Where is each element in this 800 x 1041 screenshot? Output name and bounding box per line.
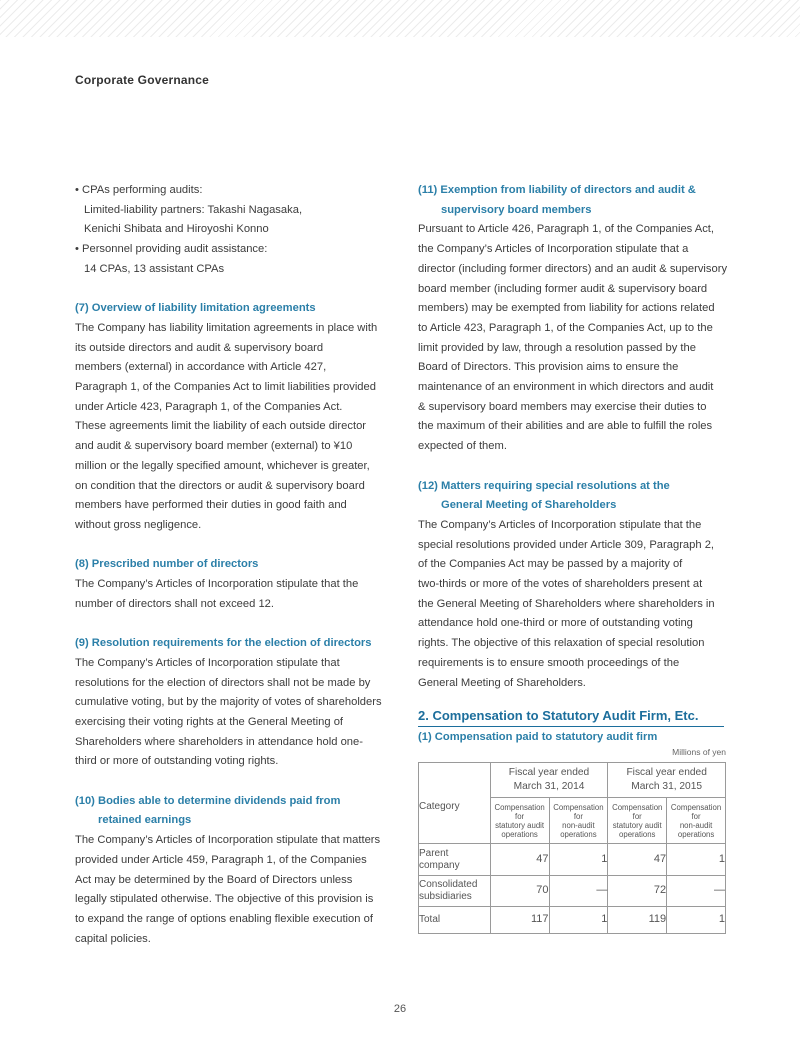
- section-10-heading-line1: (10) Bodies able to determine dividends paid from: [75, 794, 341, 807]
- body-line: two-thirds or more of the votes of shareholders present at: [418, 578, 703, 591]
- cell-value: 72: [608, 876, 667, 907]
- bullet-personnel-line: 14 CPAs, 13 assistant CPAs: [84, 262, 225, 275]
- body-line: its outside directors and audit & supervisory board: [75, 341, 324, 354]
- section-7-heading: (7) Overview of liability limitation agreements: [75, 302, 316, 315]
- body-line: members (external) in accordance with Article 427,: [75, 361, 327, 374]
- body-line: The Company’s Articles of Incorporation stipulate that the: [418, 518, 702, 531]
- body-line: director (including former directors) and an audit & supervisory: [418, 262, 728, 275]
- subhead-line: for: [573, 811, 583, 821]
- body-line: third or more of outstanding voting rights.: [75, 755, 279, 768]
- body-line: board member (including former audit & supervisory board: [418, 282, 708, 295]
- subhead-line: non-audit: [562, 820, 595, 830]
- body-line: cumulative voting, but by the majority of votes of shareholders: [75, 696, 382, 709]
- table-row: [419, 876, 726, 907]
- subhead-line: non-audit: [679, 820, 713, 830]
- body-line: and audit & supervisory board member (external) to ¥10: [75, 440, 353, 453]
- body-line: Paragraph 1, of the Companies Act to limit liabilities provided: [75, 381, 376, 394]
- subhead-line: Compensation: [494, 802, 545, 812]
- page-number: 26: [393, 1003, 407, 1015]
- body-line: the maximum of their abilities and are able to fulfill the roles: [418, 420, 713, 433]
- row-label-line: Consolidated: [419, 879, 478, 891]
- section-2-subheading: (1) Compensation paid to statutory audit firm: [418, 731, 658, 744]
- body-line: Pursuant to Article 426, Paragraph 1, of the Companies Act,: [418, 223, 715, 236]
- cell-value: 47: [608, 844, 667, 876]
- cell-value: 70: [490, 876, 549, 907]
- subhead-line: Compensation: [612, 802, 663, 812]
- body-line: exercising their voting rights at the General Meeting of: [75, 715, 344, 728]
- body-line: of the Companies Act may be passed by a majority of: [418, 558, 683, 571]
- body-line: The Company has liability limitation agreements in place with: [75, 321, 378, 334]
- row-label: [419, 844, 491, 876]
- fy-line: Fiscal year ended: [626, 767, 707, 779]
- subhead-line: for: [691, 811, 701, 821]
- table-row: [419, 907, 726, 934]
- body-line: capital policies.: [75, 932, 151, 945]
- section-11-heading: [418, 181, 730, 220]
- page-title: Corporate Governance: [75, 73, 210, 87]
- body-line: attendance hold one-third or more of outstanding voting: [418, 617, 693, 630]
- section-8-heading: (8) Prescribed number of directors: [75, 558, 259, 571]
- body-line: & supervisory board members may exercise their duties to: [418, 400, 707, 413]
- body-line: the Company’s Articles of Incorporation stipulate that a: [418, 243, 689, 256]
- cell-value: 47: [490, 844, 549, 876]
- subheader-statutory-2015: [608, 798, 667, 844]
- subheader-statutory-2014: [490, 798, 549, 844]
- body-line: rights. The objective of this relaxation of special resolution: [418, 637, 705, 650]
- cell-value: 1: [549, 844, 608, 876]
- cell-value: 1: [667, 907, 726, 934]
- header-hatch-band: [0, 0, 800, 37]
- body-line: special resolutions provided under Article 309, Paragraph 2,: [418, 538, 715, 551]
- section-9-heading: (9) Resolution requirements for the election of directors: [75, 637, 372, 650]
- body-line: These agreements limit the liability of each outside director: [75, 420, 367, 433]
- body-line: Shareholders where shareholders in attendance hold one-: [75, 735, 363, 748]
- category-header: Category: [419, 763, 491, 844]
- body-line: to expand the range of options enabling flexible execution of: [75, 912, 373, 925]
- bullet-cpas-line: Kenichi Shibata and Hiroyoshi Konno: [84, 223, 269, 236]
- cell-value: 119: [608, 907, 667, 934]
- left-column: [75, 181, 385, 949]
- body-line: requirements is to ensure smooth proceedings of the: [418, 656, 680, 669]
- row-label: [419, 907, 491, 934]
- body-line: under Article 423, Paragraph 1, of the Companies Act.: [75, 400, 343, 413]
- body-line: members) may be exempted from liability for actions related: [418, 302, 715, 315]
- fy-line: Fiscal year ended: [508, 767, 590, 779]
- section-11-heading-line2: supervisory board members: [441, 203, 592, 216]
- fiscal-year-2014-header: [490, 763, 608, 798]
- fy-line: March 31, 2015: [631, 781, 703, 793]
- right-column: [418, 181, 730, 934]
- body-line: General Meeting of Shareholders.: [418, 676, 586, 689]
- body-line: maintenance of an environment in which directors and audit: [418, 381, 714, 394]
- body-line: The Company’s Articles of Incorporation stipulate that matters: [75, 834, 381, 847]
- subhead-line: operations: [560, 829, 597, 839]
- body-line: The Company’s Articles of Incorporation stipulate that: [75, 656, 340, 669]
- section-11-heading-line1: (11) Exemption from liability of directors and audit &: [418, 184, 696, 196]
- body-line: number of directors shall not exceed 12.: [75, 597, 274, 610]
- row-label-line: subsidiaries: [419, 891, 472, 903]
- cell-value: 1: [549, 907, 608, 934]
- body-line: members have performed their duties in good faith and: [75, 499, 347, 512]
- subhead-line: statutory audit: [495, 820, 545, 830]
- subhead-line: operations: [501, 829, 538, 839]
- subhead-line: Compensation: [670, 802, 722, 812]
- subheader-nonaudit-2015: [667, 798, 726, 844]
- section-7-body: [75, 319, 385, 536]
- body-line: the General Meeting of Shareholders where shareholders in: [418, 597, 715, 610]
- cell-value: —: [667, 876, 726, 907]
- body-line: provided under Article 459, Paragraph 1, of the Companies: [75, 853, 367, 866]
- subhead-line: operations: [677, 829, 715, 839]
- subhead-line: statutory audit: [612, 820, 662, 830]
- body-line: on condition that the directors or audit & supervisory board: [75, 479, 365, 492]
- section-12-heading-line1: (12) Matters requiring special resolutions at the: [418, 479, 670, 492]
- body-line: Board of Directors. This provision aims to ensure the: [418, 361, 679, 374]
- fy-line: March 31, 2014: [513, 781, 585, 793]
- body-line: resolutions for the election of directors shall not be made by: [75, 676, 371, 689]
- section-12-heading-line2: General Meeting of Shareholders: [441, 499, 617, 512]
- section-10-heading: [75, 792, 385, 831]
- section-2-heading: 2. Compensation to Statutory Audit Firm, Etc.: [418, 707, 724, 727]
- subhead-line: operations: [619, 829, 656, 839]
- cell-value: 117: [490, 907, 549, 934]
- cell-value: 1: [667, 844, 726, 876]
- section-12-heading: [418, 477, 730, 516]
- body-line: Act may be determined by the Board of Directors unless: [75, 873, 353, 886]
- row-label-line: company: [419, 859, 460, 871]
- bullet-personnel: • Personnel providing audit assistance:: [75, 243, 268, 256]
- subhead-line: for: [515, 811, 525, 821]
- subhead-line: Compensation: [553, 802, 604, 812]
- subheader-nonaudit-2014: [549, 798, 608, 844]
- table-row: [419, 844, 726, 876]
- body-line: The Company’s Articles of Incorporation stipulate that the: [75, 578, 359, 591]
- bullet-cpas-line: Limited-liability partners: Takashi Nagasaka,: [84, 203, 303, 216]
- cell-value: —: [549, 876, 608, 907]
- body-line: legally stipulated otherwise. The objective of this provision is: [75, 893, 374, 906]
- compensation-table: [418, 762, 726, 934]
- fiscal-year-2015-header: [608, 763, 726, 798]
- body-line: without gross negligence.: [75, 518, 202, 531]
- row-label-line: Parent: [419, 847, 449, 859]
- unit-label: Millions of yen: [672, 747, 726, 758]
- section-10-heading-line2: retained earnings: [98, 814, 192, 827]
- row-label-line: Total: [419, 914, 441, 926]
- body-line: million or the legally specified amount, whichever is greater,: [75, 459, 370, 472]
- body-line: limit provided by law, through a resolution passed by the: [418, 341, 696, 354]
- body-line: expected of them.: [418, 440, 507, 453]
- bullet-cpas: • CPAs performing audits:: [75, 184, 203, 196]
- row-label: [419, 876, 491, 907]
- subhead-line: for: [632, 811, 642, 821]
- body-line: to Article 423, Paragraph 1, of the Companies Act, up to the: [418, 321, 713, 334]
